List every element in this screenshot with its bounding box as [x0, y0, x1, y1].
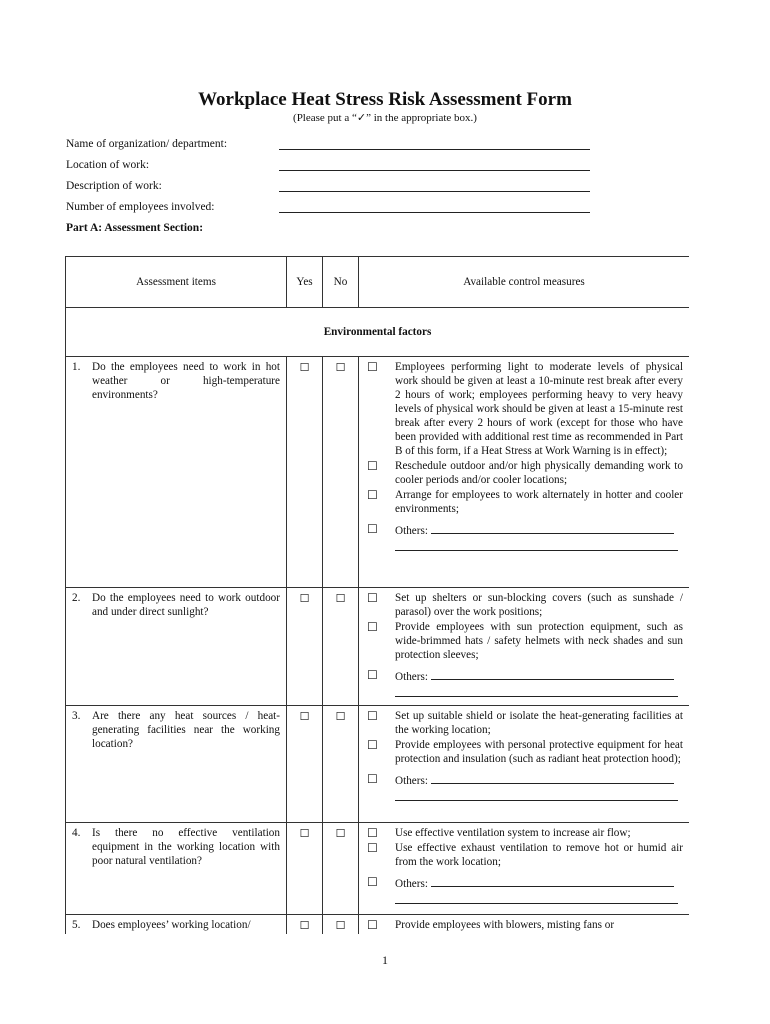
measure-checkbox[interactable]: ☐ — [367, 488, 378, 502]
assessment-table — [65, 256, 689, 934]
measure-text: Arrange for employees to work alternately in hotter and cooler environments; — [395, 489, 683, 515]
control-measures-cell — [359, 588, 690, 706]
control-measure-item — [367, 841, 683, 869]
assessment-table-wrapper — [65, 256, 689, 934]
measure-checkbox[interactable]: ☐ — [367, 709, 378, 723]
others-input-line[interactable] — [431, 522, 674, 534]
control-measures-cell — [359, 357, 690, 588]
no-checkbox[interactable]: ☐ — [323, 915, 359, 935]
others-second-line[interactable] — [395, 540, 678, 551]
others-checkbox[interactable]: ☐ — [367, 522, 378, 536]
table-row — [66, 357, 690, 588]
others-item — [367, 875, 683, 891]
measure-checkbox[interactable]: ☐ — [367, 841, 378, 855]
measure-text: Reschedule outdoor and/or high physically demanding work to cooler periods and/or cooler locations; — [395, 460, 683, 486]
assessment-item-cell — [66, 823, 287, 915]
table-row — [66, 706, 690, 823]
item-number: 4. — [72, 827, 81, 839]
header-no: No — [323, 257, 359, 308]
control-measures-cell — [359, 823, 690, 915]
others-item — [367, 668, 683, 684]
others-label: Others: — [395, 775, 428, 787]
control-measure-item — [367, 738, 683, 766]
yes-checkbox[interactable]: ☐ — [287, 915, 323, 935]
section-row — [66, 308, 690, 357]
others-second-line[interactable] — [395, 790, 678, 801]
section-environmental-factors: Environmental factors — [66, 308, 690, 357]
org-label: Name of organization/ department: — [66, 138, 228, 150]
page-number: 1 — [382, 953, 388, 967]
table-row — [66, 588, 690, 706]
others-checkbox[interactable]: ☐ — [367, 875, 378, 889]
employees-input-line[interactable] — [279, 212, 590, 213]
measure-text: Provide employees with sun protection equipment, such as wide-brimmed hats / safety helmets with neck shades and sun protection sleeves; — [395, 621, 683, 661]
item-number: 5. — [72, 919, 81, 931]
others-input-line[interactable] — [431, 772, 674, 784]
form-title: Workplace Heat Stress Risk Assessment Form — [198, 89, 572, 110]
table-row — [66, 915, 690, 935]
control-measure-item — [367, 459, 683, 487]
description-label: Description of work: — [66, 180, 162, 192]
control-measure-item — [367, 488, 683, 516]
description-input-line[interactable] — [279, 191, 590, 192]
measure-text: Use effective exhaust ventilation to remove hot or humid air from the work location; — [395, 842, 683, 868]
assessment-item-cell — [66, 706, 287, 823]
yes-checkbox[interactable]: ☐ — [287, 823, 323, 915]
item-question: Do the employees need to work in hot weather or high-temperature environments? — [92, 361, 280, 401]
others-label: Others: — [395, 525, 428, 537]
measure-checkbox[interactable]: ☐ — [367, 459, 378, 473]
others-second-line[interactable] — [395, 686, 678, 697]
measure-text: Provide employees with blowers, misting fans or — [395, 919, 615, 931]
header-yes: Yes — [287, 257, 323, 308]
others-second-line[interactable] — [395, 893, 678, 904]
item-question: Does employees’ working location/ — [92, 919, 251, 931]
location-input-line[interactable] — [279, 170, 590, 171]
header-assessment-items: Assessment items — [66, 257, 287, 308]
item-number: 2. — [72, 592, 81, 604]
control-measures-cell — [359, 915, 690, 935]
employees-label: Number of employees involved: — [66, 201, 215, 213]
others-checkbox[interactable]: ☐ — [367, 772, 378, 786]
yes-checkbox[interactable]: ☐ — [287, 357, 323, 588]
item-number: 3. — [72, 710, 81, 722]
measure-checkbox[interactable]: ☐ — [367, 360, 378, 374]
measure-checkbox[interactable]: ☐ — [367, 826, 378, 840]
measure-checkbox[interactable]: ☐ — [367, 620, 378, 634]
measure-text: Provide employees with personal protective equipment for heat protection and insulation (such as radiant heat protection hood); — [395, 739, 683, 765]
item-question: Do the employees need to work outdoor and under direct sunlight? — [92, 592, 280, 618]
control-measure-item — [367, 360, 683, 458]
item-number: 1. — [72, 361, 81, 373]
yes-checkbox[interactable]: ☐ — [287, 706, 323, 823]
measure-checkbox[interactable]: ☐ — [367, 591, 378, 605]
assessment-item-cell — [66, 357, 287, 588]
others-checkbox[interactable]: ☐ — [367, 668, 378, 682]
others-label: Others: — [395, 671, 428, 683]
control-measure-item — [367, 591, 683, 619]
no-checkbox[interactable]: ☐ — [323, 823, 359, 915]
others-item — [367, 772, 683, 788]
measure-text: Set up suitable shield or isolate the heat-generating facilities at the working location; — [395, 710, 683, 736]
table-header-row — [66, 257, 690, 308]
others-label: Others: — [395, 878, 428, 890]
control-measure-item — [367, 826, 683, 840]
control-measure-item — [367, 918, 683, 932]
assessment-item-cell — [66, 588, 287, 706]
header-control-measures: Available control measures — [359, 257, 690, 308]
control-measure-item — [367, 620, 683, 662]
measure-text: Set up shelters or sun-blocking covers (such as sunshade / parasol) over the work positions; — [395, 592, 683, 618]
measure-text: Use effective ventilation system to increase air flow; — [395, 827, 631, 839]
item-question: Are there any heat sources / heat-generating facilities near the working location? — [92, 710, 280, 750]
measure-checkbox[interactable]: ☐ — [367, 918, 378, 932]
yes-checkbox[interactable]: ☐ — [287, 588, 323, 706]
measure-text: Employees performing light to moderate levels of physical work should be given at least a 10-minute rest break after every 2 hours of work; employees performing heavy to very heavy levels of physical work should be given at least a 15-minute rest break after every 2 hours of work (except for those who have been provided with additional rest time as recommended in Part B of this form, if a Heat Stress at Work Warning is in effect); — [395, 361, 683, 457]
others-item — [367, 522, 683, 538]
form-subtitle: (Please put a “✓” in the appropriate box.) — [293, 112, 477, 124]
item-question: Is there no effective ventilation equipment in the working location with poor natural ventilation? — [92, 827, 280, 867]
table-row — [66, 823, 690, 915]
no-checkbox[interactable]: ☐ — [323, 588, 359, 706]
assessment-item-cell — [66, 915, 287, 935]
others-input-line[interactable] — [431, 875, 674, 887]
location-label: Location of work: — [66, 159, 150, 171]
part-a-heading: Part A: Assessment Section: — [66, 222, 204, 234]
others-input-line[interactable] — [431, 668, 674, 680]
measure-checkbox[interactable]: ☐ — [367, 738, 378, 752]
org-input-line[interactable] — [279, 149, 590, 150]
control-measure-item — [367, 709, 683, 737]
no-checkbox[interactable]: ☐ — [323, 357, 359, 588]
control-measures-cell — [359, 706, 690, 823]
no-checkbox[interactable]: ☐ — [323, 706, 359, 823]
